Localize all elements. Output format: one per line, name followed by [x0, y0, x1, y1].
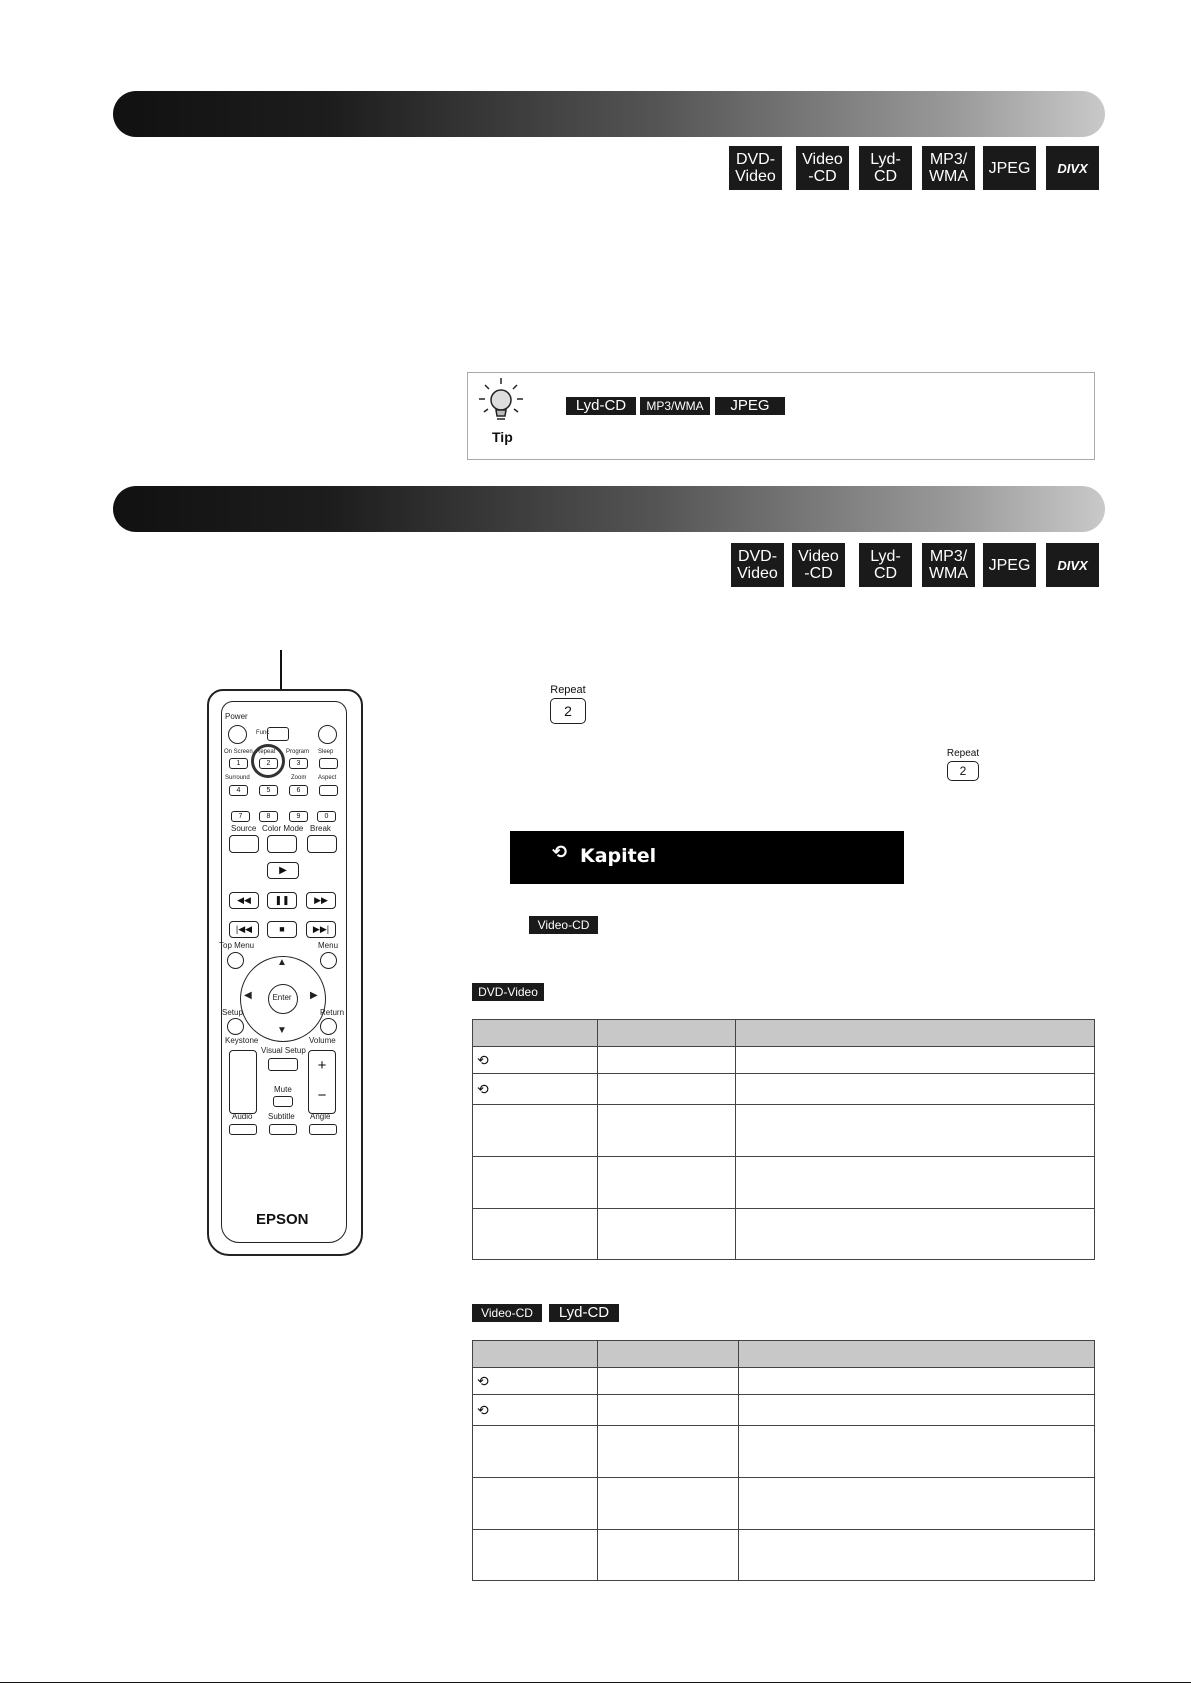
dpad-left-arrow-icon: ◀	[244, 990, 252, 1001]
badge-dvd-video: DVD- Video	[729, 146, 782, 190]
badge-mp3-wma-2: MP3/ WMA	[922, 543, 975, 587]
table-row	[473, 1478, 1095, 1530]
remote-previous-button: |◀◀	[229, 921, 259, 938]
repeat-key-label-inline: Repeat	[946, 748, 980, 759]
remote-forward-button: ▶▶	[306, 892, 336, 909]
repeat-osd-display	[510, 831, 904, 884]
dpad-right-arrow-icon: ▶	[310, 990, 318, 1001]
repeat-icon: ⟲	[477, 1051, 489, 1068]
func-switch	[267, 727, 289, 741]
inline-badge-video-cd: Video-CD	[529, 916, 598, 934]
badge-divx-2: DIVX	[1046, 543, 1099, 587]
tip-box	[467, 372, 1095, 460]
remote-key-9: 9	[289, 811, 308, 822]
table-row	[473, 1047, 1095, 1074]
repeat-key-illustration-2	[946, 748, 980, 781]
remote-label-mute: Mute	[274, 1085, 292, 1094]
remote-key-3: 3	[289, 758, 308, 769]
remote-key-2: 2	[259, 758, 278, 769]
badge-mp3-wma: MP3/ WMA	[922, 146, 975, 190]
eject-button	[318, 725, 337, 744]
remote-label-subtitle: Subtitle	[268, 1112, 295, 1121]
badge-dvd-video-2: DVD- Video	[731, 543, 784, 587]
remote-mute-button	[273, 1096, 293, 1107]
tip-badge-mp3-wma: MP3/WMA	[640, 397, 710, 415]
remote-label-on-screen: On Screen	[224, 749, 253, 755]
remote-next-button: ▶▶|	[306, 921, 336, 938]
remote-setup-button	[227, 1018, 244, 1035]
remote-rewind-button: ◀◀	[229, 892, 259, 909]
badge-jpeg-2: JPEG	[983, 543, 1036, 587]
remote-source-button	[229, 835, 259, 853]
remote-audio-button	[229, 1124, 257, 1135]
table-header-row	[473, 1341, 1095, 1368]
remote-key-sleep	[319, 758, 338, 769]
tip-badge-lyd-cd: Lyd-CD	[566, 397, 636, 415]
remote-keystone-rocker	[229, 1050, 257, 1114]
table-row	[473, 1209, 1095, 1260]
table-row	[473, 1157, 1095, 1209]
badge-divx: DIVX	[1046, 146, 1099, 190]
remote-label-power: Power	[225, 712, 248, 721]
badge-lyd-cd: Lyd- CD	[859, 146, 912, 190]
badge-video-cd: Video -CD	[796, 146, 849, 190]
osd-text: Kapitel	[580, 845, 657, 867]
remote-label-setup: Setup	[222, 1008, 243, 1017]
remote-key-5: 5	[259, 785, 278, 796]
dpad-down-arrow-icon: ▼	[277, 1025, 287, 1036]
remote-angle-button	[309, 1124, 337, 1135]
remote-label-sleep: Sleep	[318, 749, 334, 755]
repeat-key-2-inline: 2	[947, 761, 979, 781]
table2-badge-lyd-cd: Lyd-CD	[549, 1304, 619, 1322]
remote-play-button: ▶	[267, 862, 299, 879]
repeat-icon: ⟲	[477, 1372, 489, 1389]
remote-volume-rocker: + −	[308, 1050, 336, 1114]
table1-badge-dvd-video: DVD-Video	[472, 983, 544, 1001]
page-bottom-rule	[0, 1682, 1191, 1683]
remote-label-volume: Volume	[309, 1036, 336, 1045]
remote-label-surround: Surround	[225, 775, 250, 781]
remote-label-source: Source	[231, 824, 257, 833]
repeat-icon: ⟲	[477, 1080, 489, 1097]
section-header-bar-2	[113, 486, 1105, 532]
remote-label-visual-setup: Visual Setup	[261, 1046, 306, 1055]
remote-stop-button: ■	[267, 921, 297, 938]
remote-label-return: Return	[320, 1008, 345, 1017]
repeat-icon: ⟲	[552, 842, 568, 863]
repeat-key-illustration-1	[549, 684, 587, 724]
repeat-table-vcd	[472, 1340, 1095, 1581]
remote-label-repeat: Repeat	[256, 749, 276, 755]
table-row	[473, 1368, 1095, 1395]
lightbulb-icon	[476, 376, 526, 426]
remote-key-8: 8	[259, 811, 278, 822]
table2-badge-video-cd: Video-CD	[472, 1304, 542, 1322]
remote-label-keystone: Keystone	[225, 1036, 259, 1045]
remote-key-aspect	[319, 785, 338, 796]
remote-key-0: 0	[317, 811, 336, 822]
repeat-highlight-circle	[251, 744, 285, 778]
remote-menu-button	[320, 952, 337, 969]
table-row	[473, 1530, 1095, 1581]
badge-video-cd-2: Video -CD	[792, 543, 845, 587]
repeat-icon: ⟲	[477, 1401, 489, 1418]
remote-label-aspect: Aspect	[318, 775, 337, 781]
remote-label-menu: Menu	[318, 941, 339, 950]
remote-return-button	[320, 1018, 337, 1035]
remote-brand-logo: EPSON	[256, 1211, 309, 1228]
remote-color-mode-button	[267, 835, 297, 853]
table-row	[473, 1105, 1095, 1157]
repeat-table-dvd	[472, 1019, 1095, 1260]
tip-label: Tip	[492, 429, 513, 445]
tip-badge-jpeg: JPEG	[715, 397, 785, 415]
remote-label-zoom: Zoom	[291, 775, 307, 781]
remote-top-menu-button	[227, 952, 244, 969]
table-row	[473, 1074, 1095, 1105]
table-row	[473, 1395, 1095, 1426]
remote-label-func: Func	[256, 730, 270, 736]
remote-label-enter: Enter	[272, 993, 292, 1002]
section-header-bar-1	[113, 91, 1105, 137]
remote-key-1: 1	[229, 758, 248, 769]
remote-label-audio: Audio	[232, 1112, 253, 1121]
remote-visual-setup-button	[268, 1058, 298, 1071]
repeat-key-2: 2	[550, 698, 586, 724]
badge-jpeg: JPEG	[983, 146, 1036, 190]
remote-subtitle-button	[269, 1124, 297, 1135]
badge-lyd-cd-2: Lyd- CD	[859, 543, 912, 587]
remote-key-7: 7	[231, 811, 250, 822]
remote-label-program: Program	[286, 749, 310, 755]
table-row	[473, 1426, 1095, 1478]
remote-label-color-mode: Color Mode	[262, 824, 304, 833]
table-header-row	[473, 1020, 1095, 1047]
remote-label-top-menu: Top Menu	[219, 941, 255, 950]
remote-label-break: Break	[310, 824, 331, 833]
remote-break-button	[307, 835, 337, 853]
remote-key-6: 6	[289, 785, 308, 796]
remote-key-4: 4	[229, 785, 248, 796]
remote-label-angle: Angle	[310, 1112, 331, 1121]
remote-pause-button: ❚❚	[267, 892, 297, 909]
dpad-up-arrow-icon: ▲	[277, 957, 287, 968]
power-button	[228, 725, 247, 744]
repeat-key-label: Repeat	[550, 684, 586, 696]
